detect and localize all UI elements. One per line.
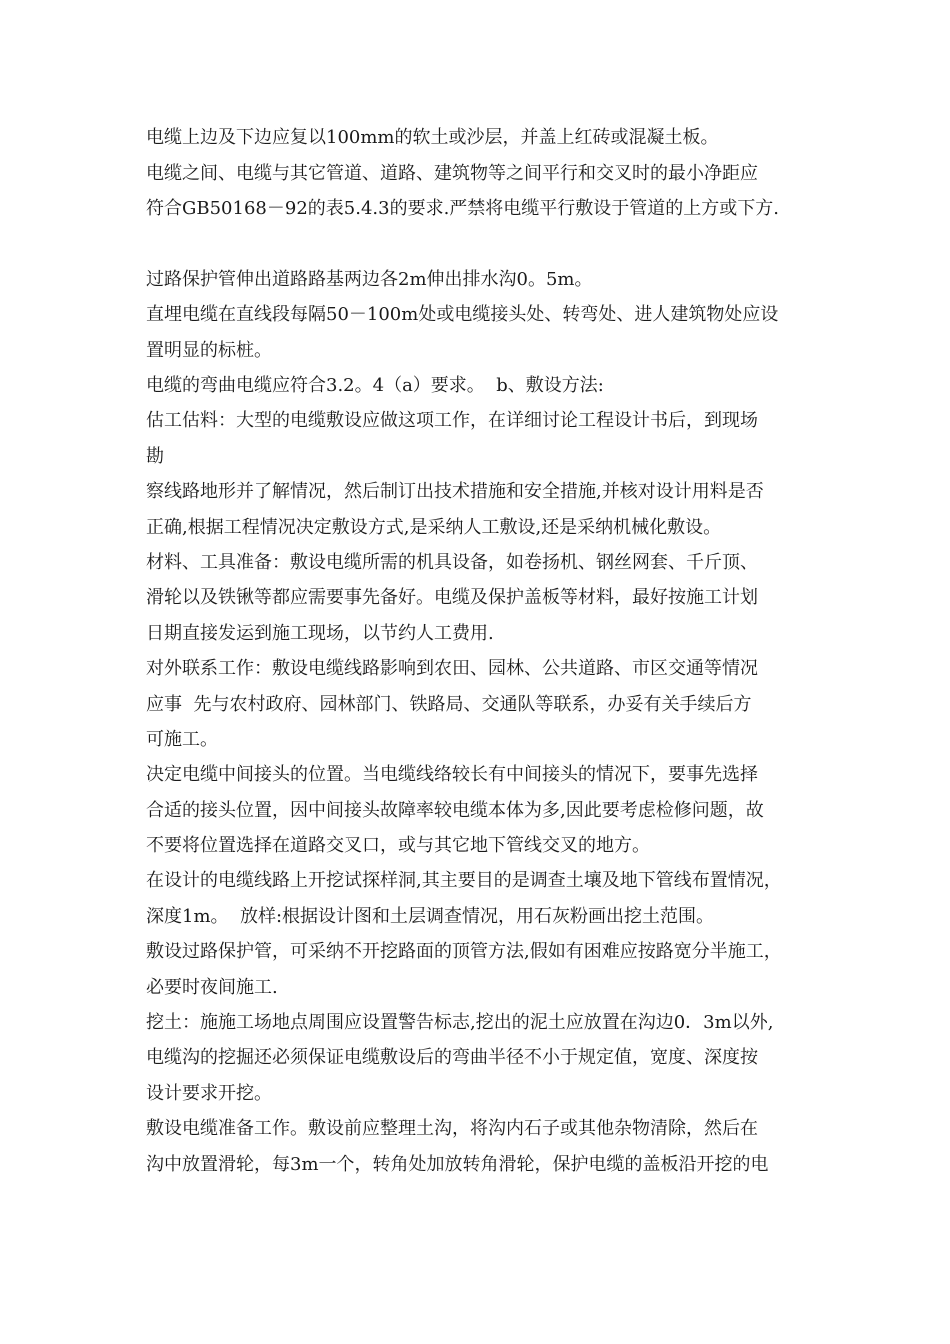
text-line: 设计要求开挖。 — [146, 1083, 272, 1104]
text-line: 沟中放置滑轮，每3m一个，转角处加放转角滑轮，保护电缆的盖板沿开挖的电 — [146, 1154, 769, 1175]
text-line: 决定电缆中间接头的位置。当电缆线络较长有中间接头的情况下，要事先选择 — [146, 764, 758, 785]
text-line: 正确,根据工程情况决定敷设方式,是采纳人工敷设,还是采纳机械化敷设。 — [146, 517, 722, 538]
text-line: 在设计的电缆线路上开挖试探样洞,其主要目的是调查土壤及地下管线布置情况， — [146, 870, 782, 891]
text-line: 过路保护管伸出道路路基两边各2m伸出排水沟0。5m。 — [146, 269, 593, 290]
text-line: 材料、工具准备：敷设电缆所需的机具设备，如卷扬机、钢丝网套、千斤顶、 — [146, 552, 758, 573]
text-line: 日期直接发运到施工现场，以节约人工费用. — [146, 623, 494, 644]
text-line: 置明显的标桩。 — [146, 340, 272, 361]
text-line: 可施工。 — [146, 729, 218, 750]
text-line: 敷设电缆准备工作。敷设前应整理土沟，将沟内石子或其他杂物清除，然后在 — [146, 1118, 758, 1139]
text-line: 深度1m。 放样:根据设计图和土层调查情况，用石灰粉画出挖土范围。 — [146, 906, 715, 927]
text-line: 察线路地形并了解情况，然后制订出技术措施和安全措施,并核对设计用料是否 — [146, 481, 764, 502]
text-line: 滑轮以及铁锹等都应需要事先备好。电缆及保护盖板等材料，最好按施工计划 — [146, 587, 758, 608]
text-line: 应事 先与农村政府、园林部门、铁路局、交通队等联系，办妥有关手续后方 — [146, 694, 752, 715]
text-line: 敷设过路保护管，可采纳不开挖路面的顶管方法,假如有困难应按路宽分半施工， — [146, 941, 782, 962]
text-line: 电缆沟的挖掘还必须保证电缆敷设后的弯曲半径不小于规定值，宽度、深度按 — [146, 1047, 758, 1068]
text-line: 勘 — [146, 446, 164, 467]
text-line: 不要将位置选择在道路交叉口，或与其它地下管线交叉的地方。 — [146, 835, 650, 856]
text-line: 电缆的弯曲电缆应符合3.2。4（a）要求。 b、敷设方法: — [146, 375, 604, 396]
text-line: 合适的接头位置，因中间接头故障率较电缆本体为多,因此要考虑检修问题，故 — [146, 800, 764, 821]
text-line: 必要时夜间施工. — [146, 977, 278, 998]
text-line: 符合GB50168－92的表5.4.3的要求.严禁将电缆平行敷设于管道的上方或下方. — [146, 198, 780, 219]
text-line: 直埋电缆在直线段每隔50－100m处或电缆接头处、转弯处、进人建筑物处应设 — [146, 304, 779, 325]
text-line: 对外联系工作：敷设电缆线路影响到农田、园林、公共道路、市区交通等情况 — [146, 658, 758, 679]
text-line: 估工估料：大型的电缆敷设应做这项工作，在详细讨论工程设计书后，到现场 — [146, 410, 758, 431]
text-line: 电缆之间、电缆与其它管道、道路、建筑物等之间平行和交叉时的最小净距应 — [146, 163, 758, 184]
text-line: 挖土：施施工场地点周围应设置警告标志,挖出的泥土应放置在沟边0．3m以外, — [146, 1012, 774, 1033]
text-line: 电缆上边及下边应复以100mm的软土或沙层，并盖上红砖或混凝土板。 — [146, 127, 719, 148]
